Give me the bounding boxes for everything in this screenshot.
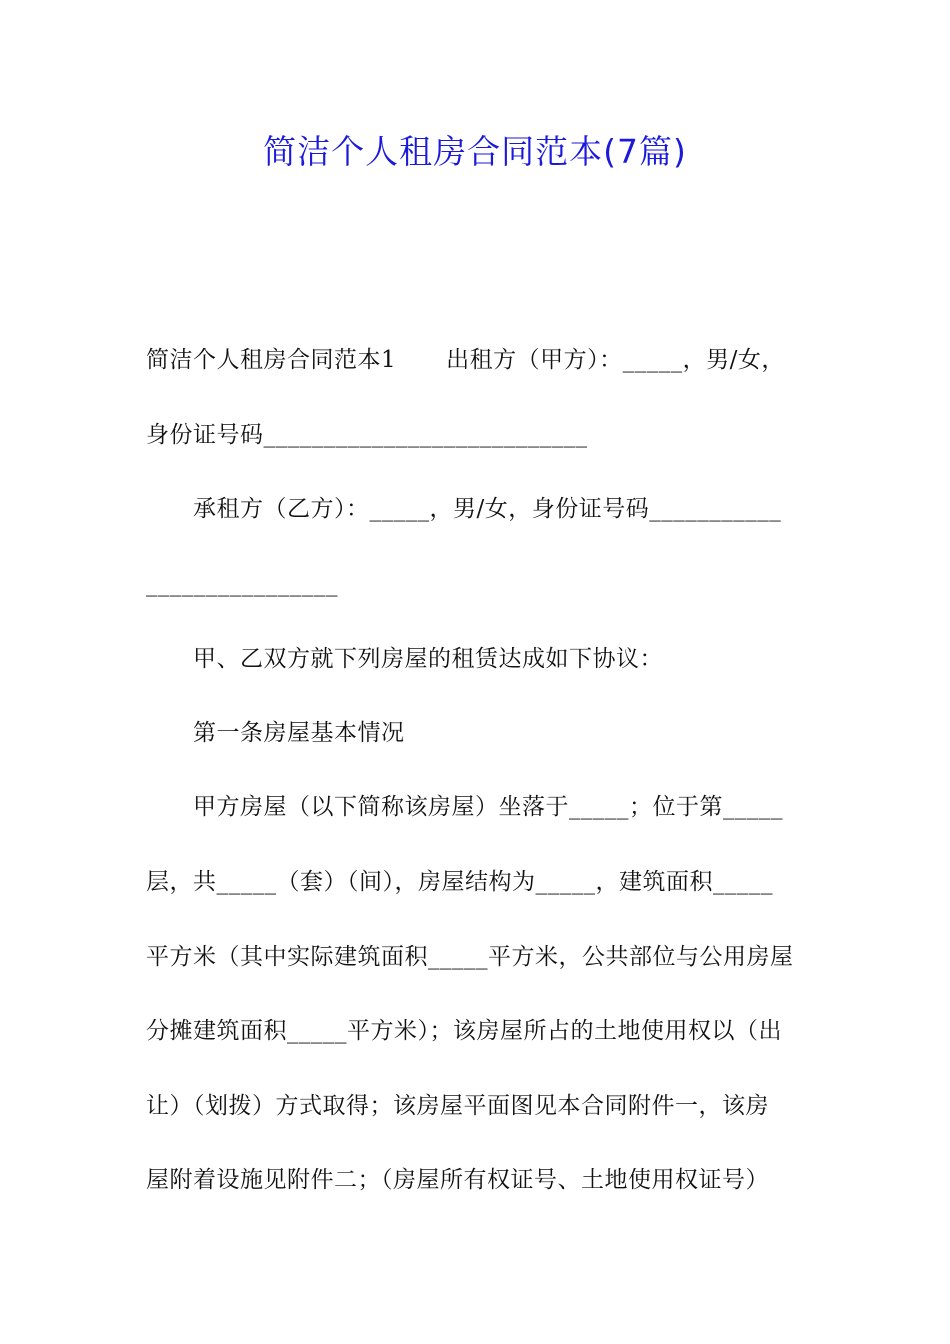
paragraph-line-6: 第一条房屋基本情况 (193, 720, 405, 746)
paragraph-line-11: 让）（划拨）方式取得；该房屋平面图见本合同附件一，该房 (146, 1093, 769, 1119)
section-heading: 简洁个人租房合同范本1 (146, 347, 397, 373)
paragraph-line-2: 身份证号码___________________________ (146, 422, 588, 448)
paragraph-line-3: 承租方（乙方）：_____，男/女，身份证号码___________ (193, 496, 782, 522)
paragraph-line-5: 甲、乙双方就下列房屋的租赁达成如下协议： (193, 646, 663, 672)
document-title: 简洁个人租房合同范本(7篇) (263, 132, 687, 171)
paragraph-line-1 (146, 344, 785, 376)
paragraph-line-8: 层，共_____（套）（间），房屋结构为_____，建筑面积_____ (146, 869, 773, 895)
lessor-clause: 出租方（甲方）：_____，男/女， (446, 347, 785, 373)
paragraph-line-7: 甲方房屋（以下简称该房屋）坐落于_____；位于第_____ (193, 794, 783, 820)
paragraph-line-4: ________________ (146, 571, 338, 597)
paragraph-line-9: 平方米（其中实际建筑面积_____平方米，公共部位与公用房屋 (146, 944, 794, 970)
paragraph-line-12: 屋附着设施见附件二；（房屋所有权证号、土地使用权证号） (146, 1167, 769, 1193)
paragraph-line-10: 分摊建筑面积_____平方米）；该房屋所占的土地使用权以（出 (146, 1018, 782, 1044)
